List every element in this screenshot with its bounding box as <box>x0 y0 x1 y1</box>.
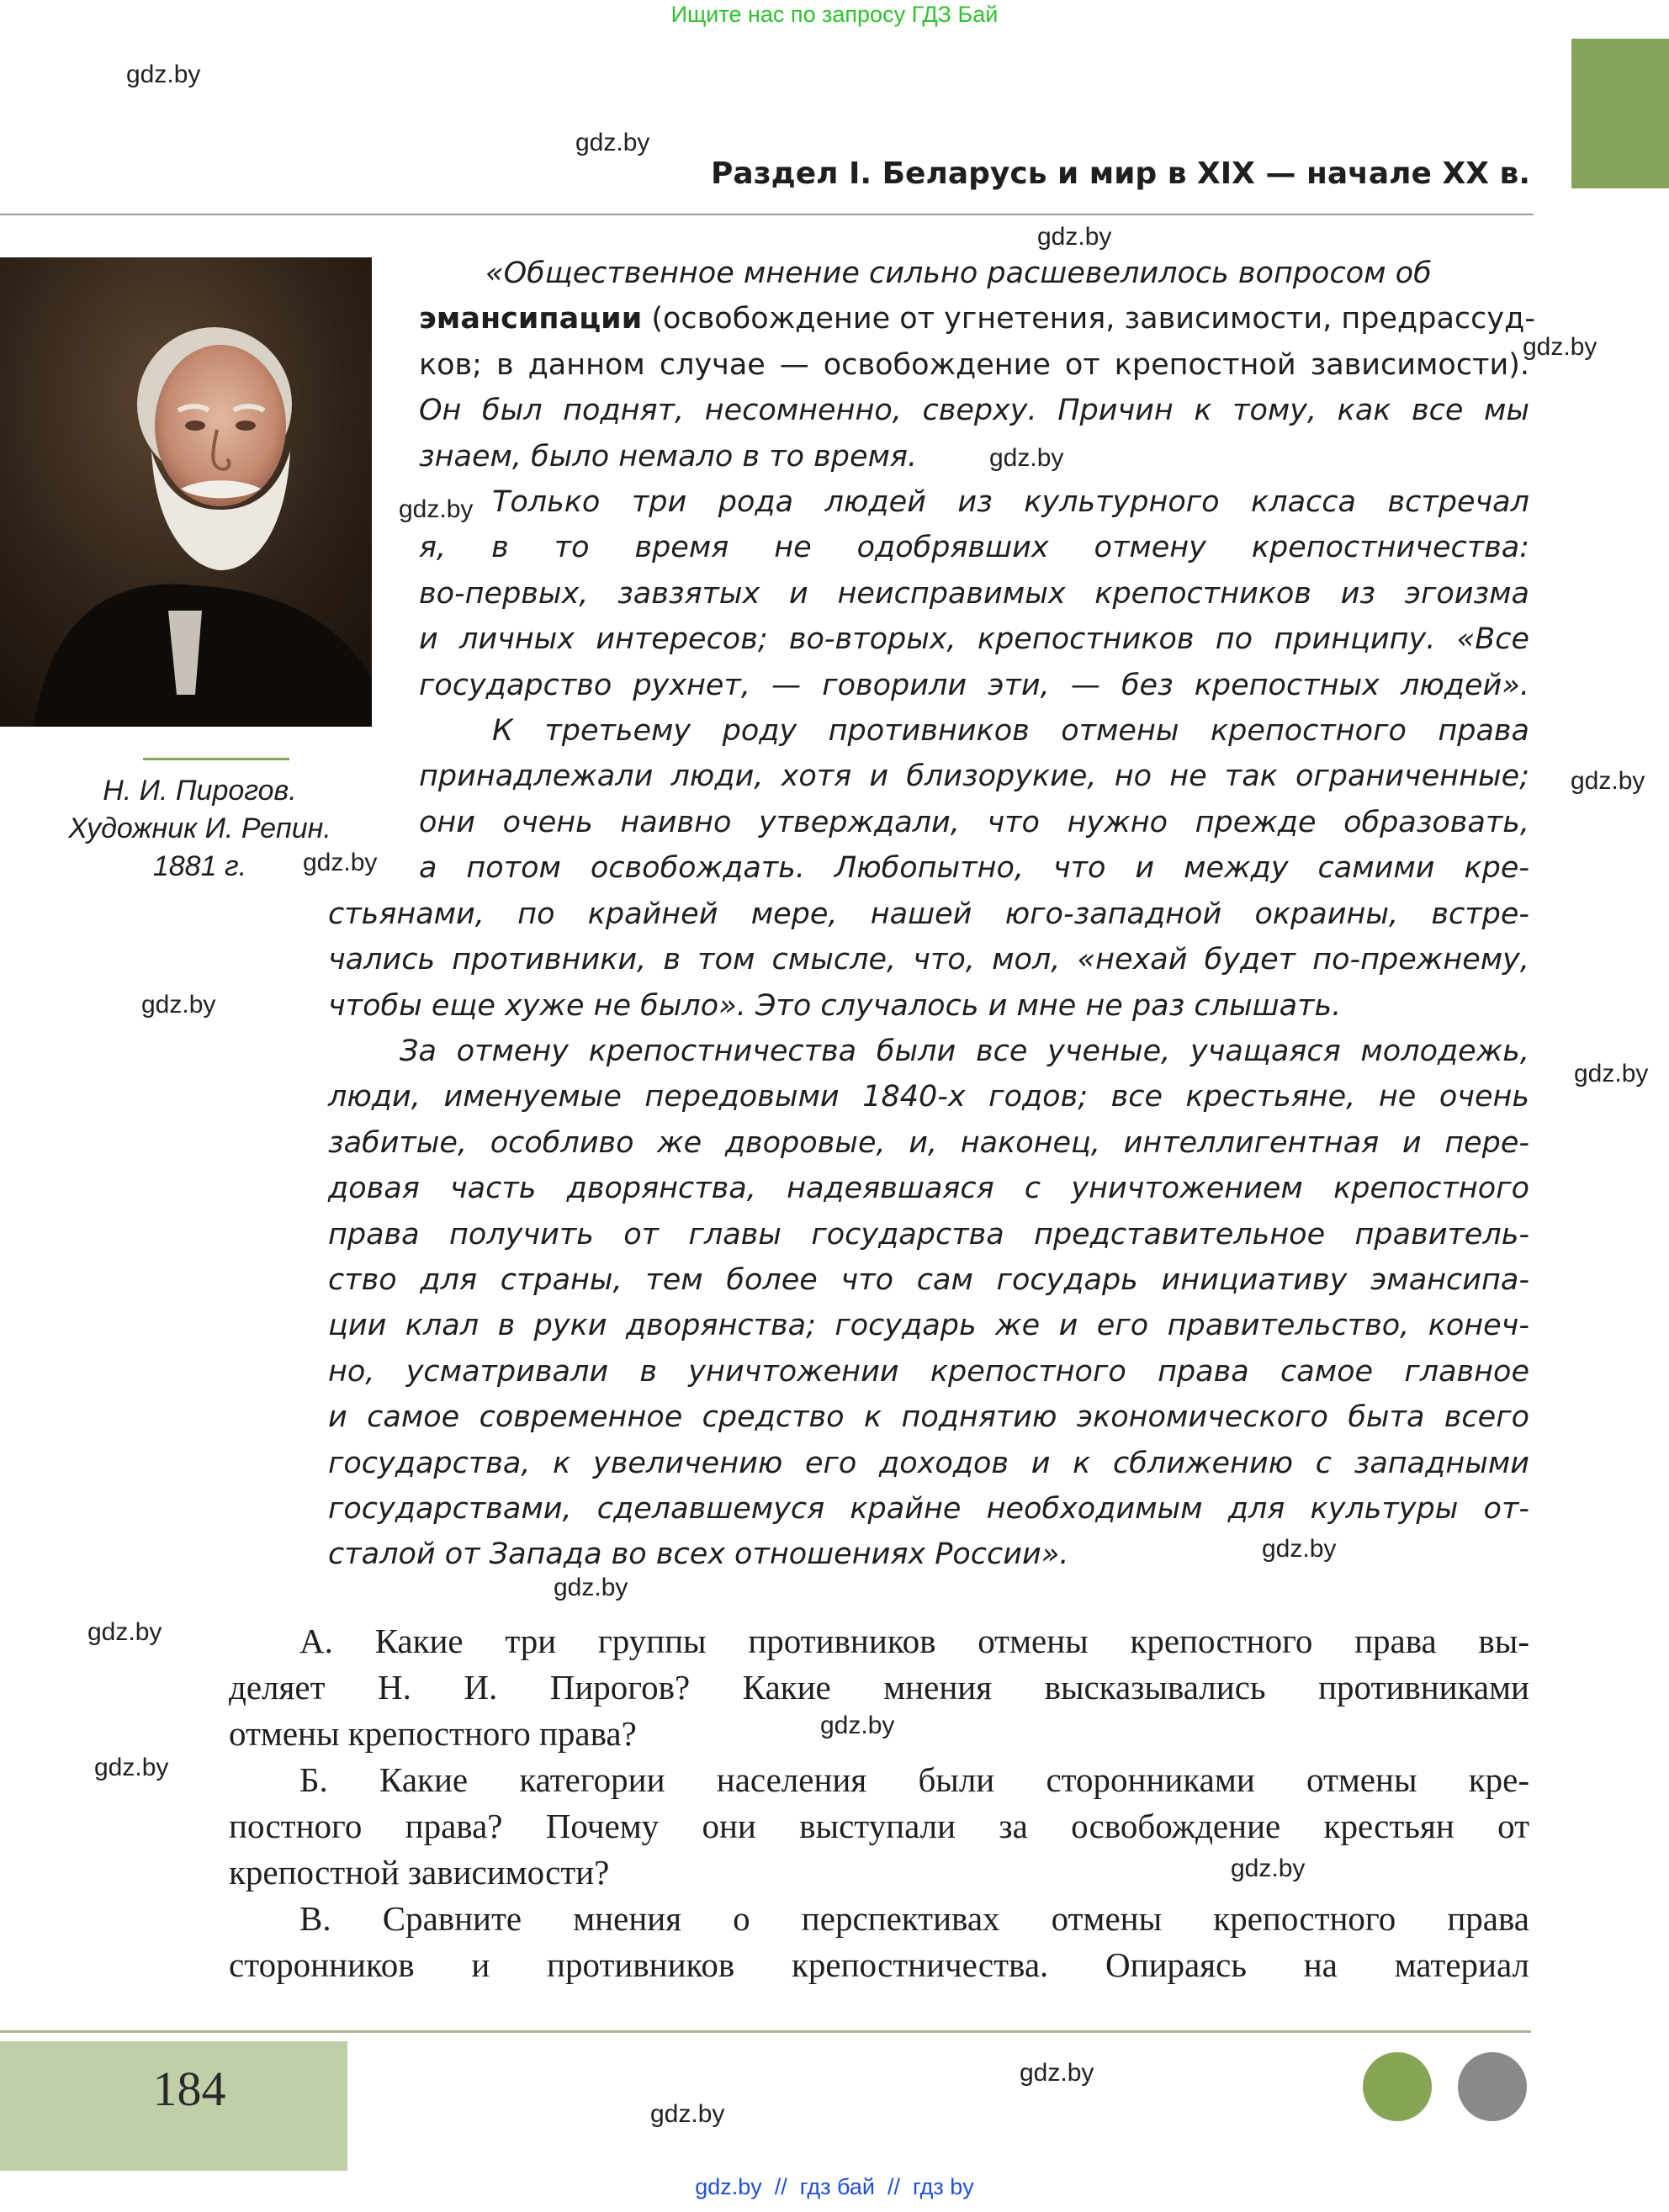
quote-line: государствами, сделавшемуся крайне необходимым для культуры от- <box>328 1491 1529 1526</box>
watermark: gdz.by <box>303 849 378 876</box>
questions-block <box>229 1618 1529 1988</box>
quote-line: стьянами, по крайней мере, нашей юго-западной окраины, встре- <box>328 897 1529 931</box>
quote-line: забитые, особливо же дворовые, и, наконец, интеллигентная и пере- <box>328 1125 1529 1160</box>
quote-line: государство рухнет, — говорили эти, — без крепостных людей». <box>419 668 1529 702</box>
watermark: gdz.by <box>1571 767 1645 795</box>
watermark: gdz.by <box>399 495 474 523</box>
quote-line: знаем, было немало в то время. <box>419 439 918 474</box>
quote-line: во-первых, завзятых и неисправимых крепостников из эгоизма <box>419 576 1529 611</box>
quote-block <box>328 251 1535 1578</box>
question-a-line: А. Какие три группы противников отмены крепостного права вы- <box>299 1622 1529 1660</box>
quote-line: За отмену крепостничества были все ученые, учащаяся молодежь, <box>400 1034 1529 1068</box>
quote-line: ство для страны, тем более что сам государь инициативу эмансипа- <box>328 1262 1529 1297</box>
term-definition: (освобождение от угнетения, зависимости, предрассуд- <box>642 302 1535 336</box>
quote-line: сталой от Запада во всех отношениях России». <box>328 1537 1069 1572</box>
question-a-line: деляет Н. И. Пирогов? Какие мнения высказывались противниками <box>229 1668 1529 1707</box>
quote-line: К третьему роду противников отмены крепостного права <box>492 714 1529 749</box>
question-b-line: крепостной зависимости? <box>229 1853 610 1892</box>
portrait-image <box>0 257 372 727</box>
quote-line: принадлежали люди, хотя и близорукие, но не так ограниченные; <box>419 759 1529 794</box>
quote-line: Он был поднят, несомненно, сверху. Причин к тому, как все мы <box>419 394 1529 428</box>
watermark: gdz.by <box>94 1754 169 1781</box>
quote-line: но, усматривали в уничтожении крепостного права самое главное <box>328 1354 1529 1389</box>
caption-line: Художник И. Репин. <box>68 812 331 844</box>
quote-line: Только три рода людей из культурного класса встречал <box>492 485 1529 520</box>
watermark: gdz.by <box>1262 1535 1337 1563</box>
watermark: gdz.by <box>820 1712 895 1739</box>
question-c-line: В. Сравните мнения о перспективах отмены крепостного права <box>299 1899 1529 1938</box>
watermark: gdz.by <box>575 129 650 156</box>
quote-line <box>419 296 1535 341</box>
quote-line: государства, к увеличению его доходов и к сближению с западными <box>328 1446 1529 1480</box>
bottom-links[interactable]: gdz.by // гдз бай // гдз by <box>695 2174 974 2199</box>
watermark: gdz.by <box>1523 333 1597 361</box>
top-banner[interactable]: Ищите нас по запросу ГДЗ Бай <box>670 2 999 27</box>
quote-line: и самое современное средство к поднятию экономического быта всего <box>328 1400 1529 1435</box>
green-dot-decoration <box>1363 2052 1432 2121</box>
watermark: gdz.by <box>650 2100 725 2128</box>
quote-line: довая часть дворянства, надеявшаяся с уничтожением крепостного <box>328 1172 1529 1206</box>
footer-divider <box>0 2030 1531 2033</box>
watermark: gdz.by <box>141 991 216 1019</box>
quote-line: ции клал в руки дворянства; государь же и его правительство, конеч- <box>328 1309 1529 1343</box>
question-c-line: сторонников и противников крепостничества. Опираясь на материал <box>229 1945 1529 1984</box>
watermark: gdz.by <box>1574 1060 1649 1087</box>
quote-line: ков; в данном случае — освобождение от крепостной зависимости). <box>419 347 1529 382</box>
term-emancipation: эмансипации <box>419 302 643 336</box>
quote-line: они очень наивно утверждали, что нужно прежде образовать, <box>419 805 1529 839</box>
question-b-line: постного права? Почему они выступали за освобождение крестьян от <box>229 1807 1529 1845</box>
quote-line: чались противники, в том смысле, что, мол, «нехай будет по-прежнему, <box>328 943 1529 977</box>
quote-line: я, в то время не одобрявших отмену крепостничества: <box>419 531 1529 565</box>
quote-line: «Общественное мнение сильно расшевелилось вопросом об <box>485 257 1432 290</box>
watermark: gdz.by <box>1037 223 1112 251</box>
watermark: gdz.by <box>87 1618 162 1646</box>
caption-line: Н. И. Пирогов. <box>103 775 297 807</box>
watermark: gdz.by <box>1231 1855 1306 1882</box>
watermark: gdz.by <box>1020 2059 1094 2087</box>
section-title: Раздел I. Беларусь и мир в XIX — начале XX в. <box>711 156 1530 191</box>
quote-line: чтобы еще хуже не было». Это случалось и мне не раз слышать. <box>328 988 1342 1023</box>
question-b-line: Б. Какие категории населения были сторонниками отмены кре- <box>299 1760 1529 1799</box>
page-number: 184 <box>152 2061 226 2116</box>
watermark: gdz.by <box>989 444 1064 472</box>
caption-divider <box>143 758 289 760</box>
quote-line: а потом освобождать. Любопытно, что и между самими кре- <box>419 851 1529 886</box>
header-divider <box>0 214 1534 215</box>
caption-line: 1881 г. <box>152 850 247 882</box>
section-tab <box>1571 39 1669 188</box>
watermark: gdz.by <box>126 61 201 88</box>
quote-line: и личных интересов; во-вторых, крепостников по принципу. «Все <box>419 622 1529 657</box>
gray-dot-decoration <box>1458 2052 1527 2121</box>
watermark: gdz.by <box>554 1574 628 1601</box>
quote-line: права получить от главы государства представительное правитель- <box>328 1217 1529 1252</box>
quote-line: люди, именуемые передовыми 1840-х годов; все крестьяне, не очень <box>328 1080 1529 1114</box>
question-a-line: отмены крепостного права? <box>229 1714 637 1753</box>
